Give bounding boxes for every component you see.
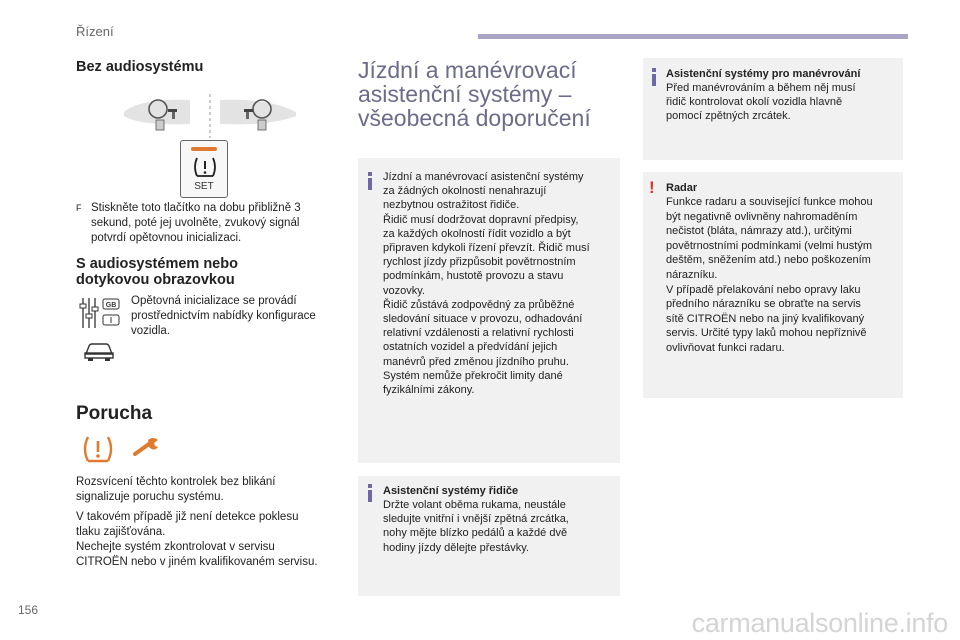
bullet-marker: F: [76, 203, 82, 213]
text-line: servis. Určité typy laků mohou nepříznivě: [666, 327, 867, 340]
text-line: připraven kdykoli řízení převzít. Řidič musí: [383, 242, 590, 254]
section-title-no-audio: Bez audiosystému: [76, 59, 204, 75]
warning-box-radar-title: Radar: [666, 182, 698, 194]
page-number: 156: [18, 603, 39, 617]
watermark: carmanualsonline.info: [691, 608, 948, 638]
text-line: sítě CITROËN nebo na jiný kvalifikovaný: [666, 312, 865, 325]
text-line: V případě přelakování nebo opravy laku: [666, 283, 861, 296]
section-header-title: Řízení: [76, 24, 114, 39]
section-title-with-audio: S audiosystémem nebo: [76, 256, 238, 272]
settings-menu-icon: [78, 296, 122, 330]
text-line: podmínkám, hustotě provozu a stavu: [383, 270, 564, 283]
text-line: povětrnostními podmínkami (velmi hustým: [666, 239, 873, 252]
bullet-text-line: sekund, poté jej uvolněte, zvukový signál: [91, 217, 300, 229]
text-line: hodiny jízdy dělejte přestávky.: [383, 541, 529, 554]
wrench-icon: [131, 434, 161, 462]
text-line: Systém nemůže překročit limity dané: [383, 369, 563, 382]
audio-text-line: Opětovná inicializace se provádí: [131, 295, 297, 307]
info-box-driver-title: Asistenční systémy řidiče: [383, 485, 519, 497]
text-line: za každých okolností řídit vozidlo a být: [383, 227, 571, 240]
fault-text-line: Nechejte systém zkontrolovat v servisu: [76, 541, 275, 553]
info-icon: [368, 172, 372, 176]
info-icon-bar: [368, 178, 372, 190]
page-title: všeobecná doporučení: [358, 105, 591, 131]
info-icon: [652, 68, 656, 72]
info-box-maneuvering-title: Asistenční systémy pro manévrování: [666, 68, 861, 80]
section-title-fault: Porucha: [76, 403, 153, 424]
fault-text-line: CITROËN nebo v jiném kvalifikovaném servisu.: [76, 556, 318, 568]
text-line: nezbytnou ostražitost řidiče.: [383, 199, 520, 212]
text-line: Řidič zůstává zodpovědný za průběžné: [383, 298, 575, 311]
text-line: ostatních vozidel a předvídání jejich: [383, 341, 558, 354]
text-line: Jízdní a manévrovací asistenční systémy: [383, 171, 584, 183]
text-line: být negativně ovlivněny nahromaděním: [666, 210, 858, 223]
tire-pressure-warning-icon: [82, 434, 114, 464]
text-line: pomocí zpětných zrcátek.: [666, 110, 791, 123]
set-label: SET: [194, 181, 214, 192]
page-title: Jízdní a manévrovací: [358, 57, 577, 83]
text-line: deštěm, sněžením atd.) nebo poškozením: [666, 254, 871, 267]
steering-wheel-icon: [120, 92, 300, 138]
text-line: nárazníku.: [666, 269, 718, 281]
fault-text-line: signalizuje poruchu systému.: [76, 491, 224, 503]
fault-text-line: tlaku zajišťována.: [76, 526, 166, 538]
bullet-text-line: Stiskněte toto tlačítko na dobu přibližně 3: [91, 202, 301, 214]
tire-pressure-warning-icon: [192, 156, 218, 178]
text-line: sledování situace v provozu, odhadování: [383, 313, 583, 325]
text-line: relativní vzdálenosti a relativní rychlosti: [383, 327, 574, 340]
text-line: Před manévrováním a během něj musí: [666, 82, 856, 94]
steering-illustration: [120, 92, 300, 138]
audio-text-line: prostřednictvím nabídky konfigurace: [131, 310, 316, 322]
text-line: manévrů před změnou jízdního pruhu.: [383, 355, 569, 368]
text-line: vozovky.: [383, 284, 425, 297]
text-line: řidič kontrolovat okolí vozidla hlavně: [666, 96, 843, 109]
text-line: ovlivňovat funkci radaru.: [666, 342, 785, 354]
info-icon-bar: [368, 490, 372, 502]
info-icon-bar: [652, 74, 656, 86]
text-line: fyzikálními zákony.: [383, 384, 475, 396]
section-title-with-audio: dotykovou obrazovkou: [76, 272, 235, 288]
svg-text:GB: GB: [105, 302, 117, 309]
text-line: nohy mějte blízko pedálů a každé dvě: [383, 527, 568, 540]
text-line: rychlost jízdy přizpůsobit povětrnostním: [383, 256, 576, 269]
fault-text-line: V takovém případě již není detekce poklesu: [76, 511, 299, 523]
set-button: [180, 140, 228, 198]
warning-icon: !: [649, 178, 655, 197]
header-bar: [478, 34, 908, 39]
bullet-text-line: potvrdí opětovnou inicializaci.: [91, 232, 242, 244]
text-line: za žádných okolností nenahrazují: [383, 185, 547, 198]
text-line: Funkce radaru a související funkce mohou: [666, 196, 873, 208]
text-line: předního nárazníku se obraťte na servis: [666, 298, 861, 311]
audio-text-line: vozidla.: [131, 325, 170, 337]
orange-indicator: [191, 147, 217, 151]
car-icon: [82, 340, 116, 362]
page-title: asistenční systémy –: [358, 81, 572, 107]
text-line: sledujte vnitřní i vnější zpětná zrcátka,: [383, 513, 569, 526]
fault-text-line: Rozsvícení těchto kontrolek bez blikání: [76, 476, 276, 488]
text-line: Řidič musí dodržovat dopravní předpisy,: [383, 213, 579, 226]
info-icon: [368, 484, 372, 488]
text-line: Držte volant oběma rukama, neustále: [383, 499, 566, 511]
text-line: nečistot (bláta, námrazy atd.), určitými: [666, 225, 852, 238]
